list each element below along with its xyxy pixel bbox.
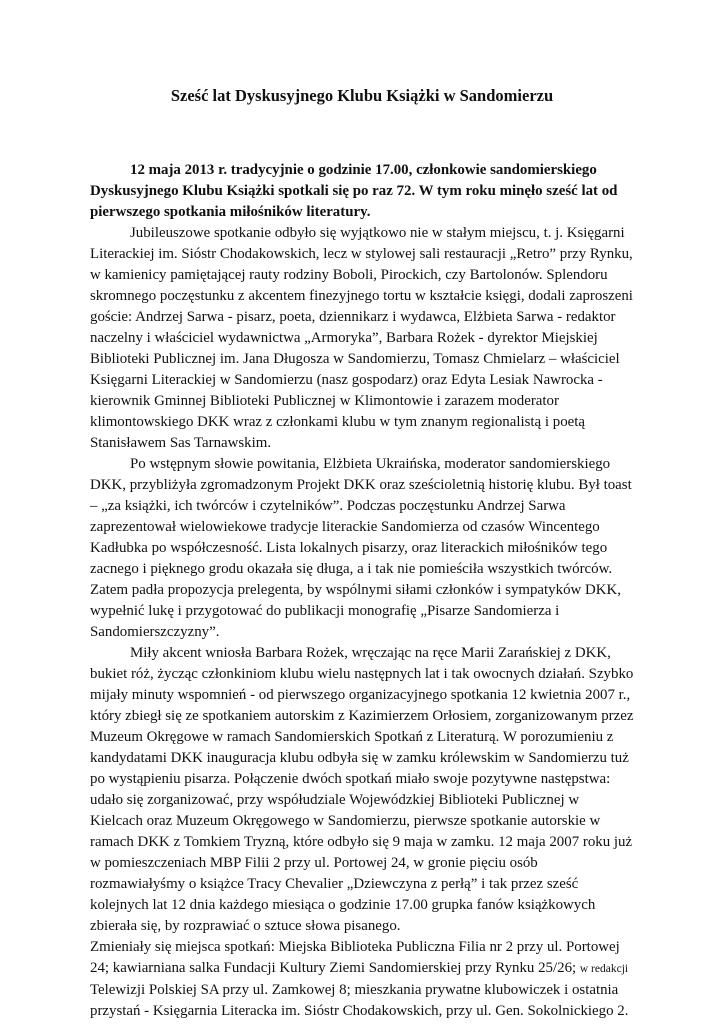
document-title: Sześć lat Dyskusyjnego Klubu Książki w Sandomierzu: [170, 86, 554, 105]
body-paragraph-2: Po wstępnym słowie powitania, Elżbieta Ukraińska, moderator sandomierskiego DKK, przybliżyła zgromadzonym Projekt DKK oraz sześcioletnią historię klubu. Był toast – „za książki, ich twórców i czytelników”. Podczas poczęstunku Andrzej Sarwa zaprezentował wielowiekowe tradycje literackie Sandomierza od czasów Wincentego Kadłubka po współczesność. Lista lokalnych pisarzy, oraz literackich miłośników tego zacnego i pięknego grodu okazała się długa, a i tak nie pomieściła wszystkich twórców. Zatem padła propozycja prelegenta, by wspólnymi siłami członków i sympatyków DKK, wypełnić lukę i przygotować do publikacji monografię „Pisarze Sandomierza i Sandomierszczyzny”.: [90, 456, 632, 640]
body-paragraph-4: [90, 937, 635, 1022]
lead-paragraph: 12 maja 2013 r. tradycyjnie o godzinie 17.00, członkowie sandomierskiego Dyskusyjnego Klubu Książki spotkali się po raz 72. W tym roku minęło sześć lat od pierwszego spotkania miłośników literatury.: [90, 162, 618, 220]
body-paragraph-4-part-2: Telewizji Polskiej SA przy ul. Zamkowej 8; mieszkania prywatne klubowiczek i ostatnia przystań - Księgarnia Literacka im. Sióstr Chodakowskich, przy ul. Gen. Sokolnickiego 2.: [90, 982, 629, 1019]
body-paragraph-4-part-1: Zmieniały się miejsca spotkań: Miejska Biblioteka Publiczna Filia nr 2 przy ul. Portowej 24; kawiarniana salka Fundacji Kultury Ziemi Sandomierskiej przy Rynku 25/26;: [90, 939, 620, 976]
body-paragraph-3: Miły akcent wniosła Barbara Rożek, wręczając na ręce Marii Zarańskiej z DKK, bukiet róż, życząc członkiniom klubu wielu następnych lat i tak owocnych działań. Szybko mijały minuty wspomnień - od pierwszego organizacyjnego spotkania 12 kwietnia 2007 r., który zbiegł się ze spotkaniem autorskim z Kazimierzem Orłosiem, zorganizowanym przez Muzeum Okręgowe w ramach Sandomierskich Spotkań z Literaturą. W porozumieniu z kandydatami DKK inauguracja klubu odbyła się w zamku królewskim w Sandomierzu tuż po wystąpieniu pisarza. Połączenie dwóch spotkań miało swoje pozytywne następstwa: udało się zorganizować, przy współudziale Wojewódzkiej Biblioteki Publicznej w Kielcach oraz Muzeum Okręgowego w Sandomierzu, pierwsze spotkanie autorskie w ramach DKK z Tomkiem Tryzną, które odbyło się 9 maja w zamku. 12 maja 2007 roku już w pomieszczeniach MBP Filii 2 przy ul. Portowej 24, w gronie pięciu osób rozmawiałyśmy o książce Tracy Chevalier „Dziewczyna z perłą” i tak przez sześć kolejnych lat 12 dnia każdego miesiąca o godzinie 17.00 grupka fanów książkowych zbierała się, by rozprawiać o sztuce słowa pisanego.: [90, 645, 634, 934]
document-body: [90, 160, 635, 1022]
body-paragraph-1: Jubileuszowe spotkanie odbyło się wyjątkowo nie w stałym miejscu, t. j. Księgarni Literackiej im. Sióstr Chodakowskich, lecz w stylowej sali restauracji „Retro” przy Rynku, w kamienicy pamiętającej rauty rodziny Boboli, Pirockich, czy Bartolonów. Splendoru skromnego poczęstunku z akcentem finezyjnego tortu w kształcie księgi, dodali zaproszeni goście: Andrzej Sarwa - pisarz, poeta, dziennikarz i wydawca, Elżbieta Sarwa - redaktor naczelny i właściciel wydawnictwa „Armoryka”, Barbara Rożek - dyrektor Miejskiej Biblioteki Publicznej im. Jana Długosza w Sandomierzu, Tomasz Chmielarz – właściciel Księgarni Literackiej w Sandomierzu (nasz gospodarz) oraz Edyta Lesiak Nawrocka - kierownik Gminnej Biblioteki Publicznej w Klimontowie i zarazem moderator klimontowskiego DKK wraz z członkami klubu w tym znanym regionalistą i poetą Stanisławem Sas Tarnawskim.: [90, 225, 633, 451]
body-paragraph-4-small-text: w redakcji: [579, 963, 629, 975]
